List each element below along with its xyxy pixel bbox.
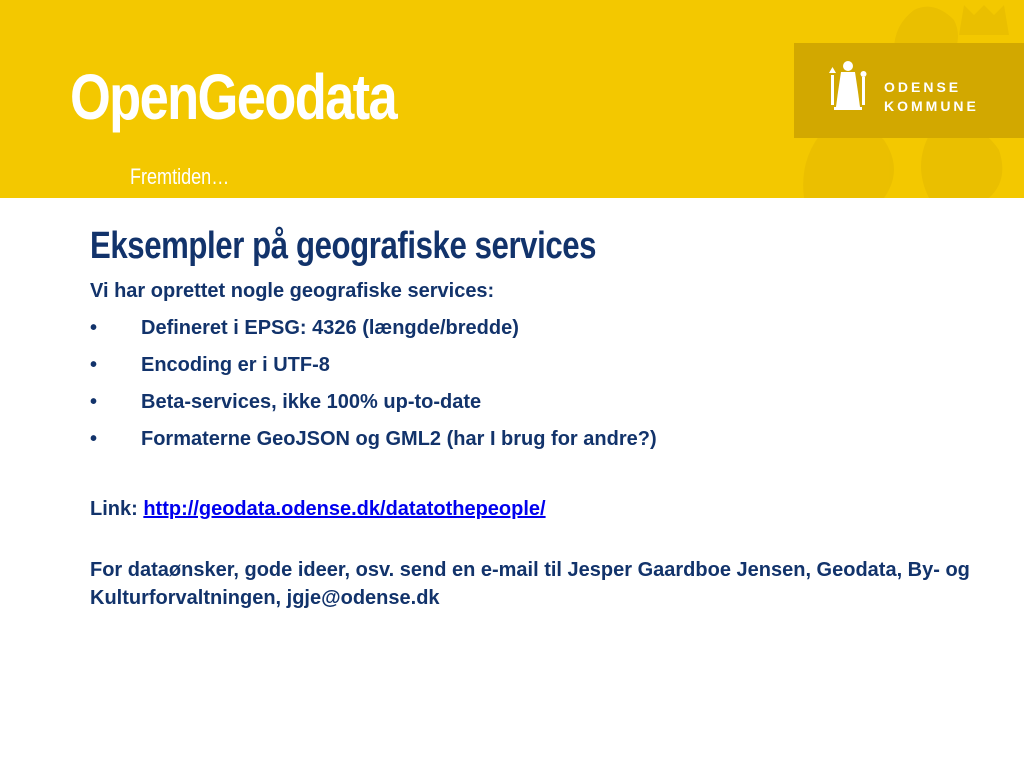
link-line bbox=[90, 491, 990, 528]
link-label: Link: bbox=[90, 498, 144, 520]
odense-kommune-logo bbox=[794, 43, 1024, 138]
datatothepeople-link[interactable]: http://geodata.odense.dk/datatothepeople/ bbox=[143, 498, 546, 520]
list-item: • Beta-services, ikke 100% up-to-date bbox=[90, 384, 990, 421]
slide-heading: Eksempler på geografiske services bbox=[90, 225, 597, 267]
contact-text: For dataønsker, gode ideer, osv. send en e-mail til Jesper Gaardboe Jensen, Geodata, By- og Kulturforvaltningen, jgje@odense.dk bbox=[90, 559, 970, 609]
list-item: • Defineret i EPSG: 4326 (længde/bredde) bbox=[90, 310, 990, 347]
bullet-icon: • bbox=[90, 354, 98, 376]
bullet-icon: • bbox=[90, 428, 98, 450]
logo-text-odense: ODENSE bbox=[884, 79, 962, 95]
subtitle: Fremtiden… bbox=[130, 164, 230, 189]
app-title: OpenGeodata bbox=[70, 61, 397, 133]
list-item: • Formaterne GeoJSON og GML2 (har I brug for andre?) bbox=[90, 421, 990, 458]
odense-crest-icon bbox=[828, 57, 868, 113]
header-banner bbox=[0, 0, 1024, 198]
list-item: • Encoding er i UTF-8 bbox=[90, 347, 990, 384]
bullet-icon: • bbox=[90, 317, 98, 339]
logo-text-kommune: KOMMUNE bbox=[884, 98, 979, 114]
bullet-list bbox=[90, 310, 990, 458]
slide-content bbox=[90, 225, 990, 612]
intro-text: Vi har oprettet nogle geografiske services: bbox=[90, 280, 495, 302]
bullet-icon: • bbox=[90, 391, 98, 413]
